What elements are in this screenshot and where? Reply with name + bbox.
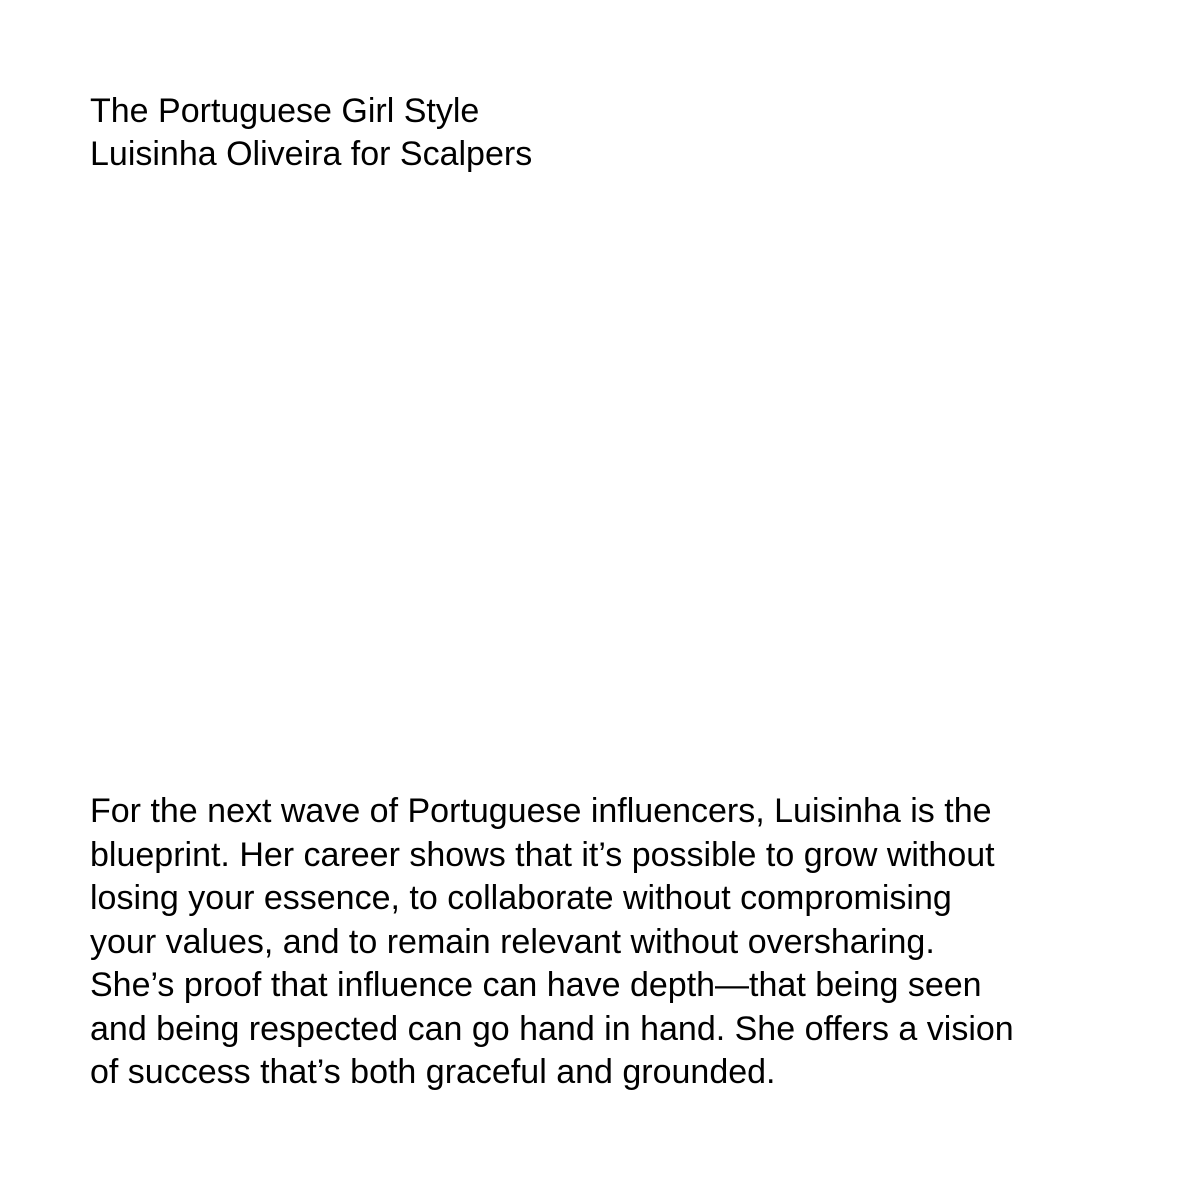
body-paragraph-line-6: and being respected can go hand in hand. She offers a vision — [90, 1009, 1014, 1048]
body-paragraph-line-1: For the next wave of Portuguese influencers, Luisinha is the — [90, 792, 992, 830]
body-paragraph-line-7: of success that’s both graceful and grounded. — [90, 1053, 776, 1091]
body-paragraph-line-3: losing your essence, to collaborate without compromising — [90, 879, 952, 917]
page-title — [90, 90, 532, 176]
page-title-line-2: Luisinha Oliveira for Scalpers — [90, 135, 533, 173]
body-paragraph-line-5: She’s proof that influence can have depth—that being seen — [90, 966, 982, 1004]
body-paragraph-line-4: your values, and to remain relevant without oversharing. — [90, 922, 935, 961]
page-title-line-1: The Portuguese Girl Style — [90, 92, 480, 130]
body-paragraph-line-2: blueprint. Her career shows that it’s possible to grow without — [90, 835, 995, 874]
body-paragraph — [90, 790, 1100, 1095]
